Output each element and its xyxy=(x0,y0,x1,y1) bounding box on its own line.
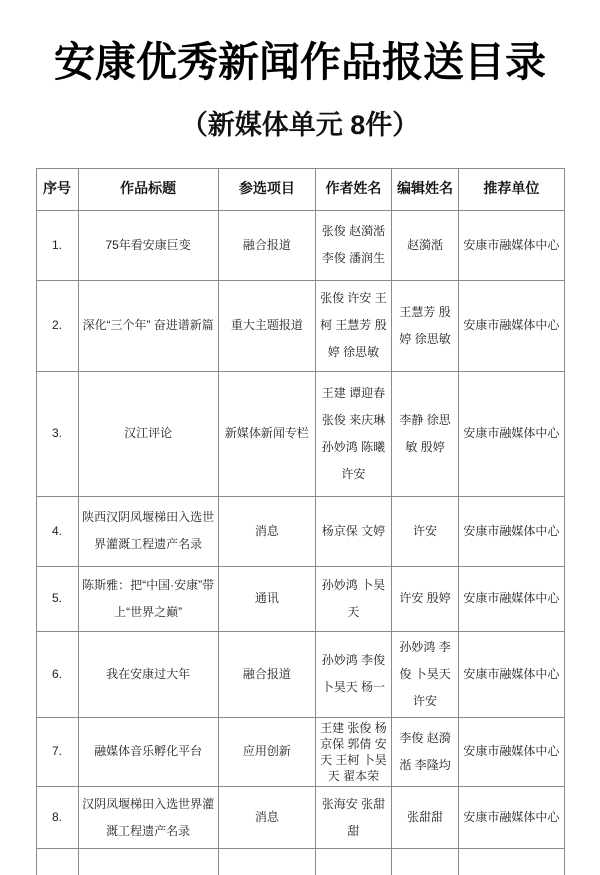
table-cell xyxy=(316,849,392,875)
table-cell: 安康市融媒体中心 xyxy=(459,371,564,496)
column-header: 编辑姓名 xyxy=(391,168,459,210)
table-cell: 新媒体新闻专栏 xyxy=(218,371,315,496)
table-cell xyxy=(218,849,315,875)
table-cell xyxy=(78,849,218,875)
table-cell xyxy=(391,849,459,875)
table-row xyxy=(36,566,564,631)
table-cell: 重大主题报道 xyxy=(218,280,315,371)
table-cell: 许安 xyxy=(391,496,459,566)
column-header: 序号 xyxy=(36,168,78,210)
table-cell: 赵漪湉 xyxy=(391,210,459,280)
table-cell: 李静 徐思敏 殷婷 xyxy=(391,371,459,496)
table-row xyxy=(36,717,564,787)
table-cell: 3. xyxy=(36,371,78,496)
table-cell: 我在安康过大年 xyxy=(78,631,218,717)
table-cell: 6. xyxy=(36,631,78,717)
table-cell: 安康市融媒体中心 xyxy=(459,787,564,849)
table-row xyxy=(36,280,564,371)
page-title: 安康优秀新闻作品报送目录 xyxy=(54,39,546,85)
column-header: 推荐单位 xyxy=(459,168,564,210)
table-cell: 深化“三个年” 奋进谱新篇 xyxy=(78,280,218,371)
table-cell: 75年看安康巨变 xyxy=(78,210,218,280)
table-cell: 张俊 许安 王柯 王慧芳 殷婷 徐思敏 xyxy=(316,280,392,371)
table-cell: 孙妙鸿 卜昊天 xyxy=(316,566,392,631)
table-cell: 王慧芳 殷婷 徐思敏 xyxy=(391,280,459,371)
table-cell: 汉阴凤堰梯田入选世界灌溉工程遗产名录 xyxy=(78,787,218,849)
table-cell: 8. xyxy=(36,787,78,849)
column-header: 作品标题 xyxy=(78,168,218,210)
table-cell: 消息 xyxy=(218,787,315,849)
table-cell: 通讯 xyxy=(218,566,315,631)
table-cell: 安康市融媒体中心 xyxy=(459,280,564,371)
table-body xyxy=(36,210,564,875)
table-row xyxy=(36,210,564,280)
table-cell: 许安 殷婷 xyxy=(391,566,459,631)
table-cell xyxy=(36,849,78,875)
table-cell: 王建 张俊 杨京保 郭倩 安天 王柯 卜昊天 翟本荣 xyxy=(316,717,392,787)
table-row xyxy=(36,496,564,566)
table-row xyxy=(36,631,564,717)
table-row xyxy=(36,849,564,875)
table-cell: 张俊 赵漪湉 李俊 潘润生 xyxy=(316,210,392,280)
column-header: 参选项目 xyxy=(218,168,315,210)
submission-catalog-table xyxy=(36,168,565,875)
table-row xyxy=(36,787,564,849)
table-cell: 张甜甜 xyxy=(391,787,459,849)
table-row xyxy=(36,371,564,496)
table-cell: 7. xyxy=(36,717,78,787)
page-subtitle: （新媒体单元 8件） xyxy=(180,110,420,141)
table-cell: 王建 谭迎春 张俊 来庆琳 孙妙鸿 陈曦 许安 xyxy=(316,371,392,496)
table-cell xyxy=(459,849,564,875)
table-cell: 1. xyxy=(36,210,78,280)
table-cell: 李俊 赵漪湉 李隆均 xyxy=(391,717,459,787)
table-cell: 应用创新 xyxy=(218,717,315,787)
table-cell: 张海安 张甜甜 xyxy=(316,787,392,849)
table-header-row xyxy=(36,168,564,210)
table-cell: 融合报道 xyxy=(218,631,315,717)
table-cell: 安康市融媒体中心 xyxy=(459,631,564,717)
table-cell: 消息 xyxy=(218,496,315,566)
table-cell: 融合报道 xyxy=(218,210,315,280)
table-cell: 陕西汉阴凤堰梯田入选世界灌溉工程遗产名录 xyxy=(78,496,218,566)
table-cell: 安康市融媒体中心 xyxy=(459,496,564,566)
table-cell: 陈斯雅：把“中国·安康”带上“世界之巅” xyxy=(78,566,218,631)
table-cell: 孙妙鸿 李俊 卜昊天 杨一 xyxy=(316,631,392,717)
table-cell: 2. xyxy=(36,280,78,371)
table-cell: 融媒体音乐孵化平台 xyxy=(78,717,218,787)
table-cell: 安康市融媒体中心 xyxy=(459,717,564,787)
table-cell: 4. xyxy=(36,496,78,566)
table-cell: 汉江评论 xyxy=(78,371,218,496)
table-cell: 杨京保 文婷 xyxy=(316,496,392,566)
table-cell: 安康市融媒体中心 xyxy=(459,566,564,631)
column-header: 作者姓名 xyxy=(316,168,392,210)
table-cell: 安康市融媒体中心 xyxy=(459,210,564,280)
table-cell: 5. xyxy=(36,566,78,631)
table-cell: 孙妙鸿 李俊 卜昊天 许安 xyxy=(391,631,459,717)
